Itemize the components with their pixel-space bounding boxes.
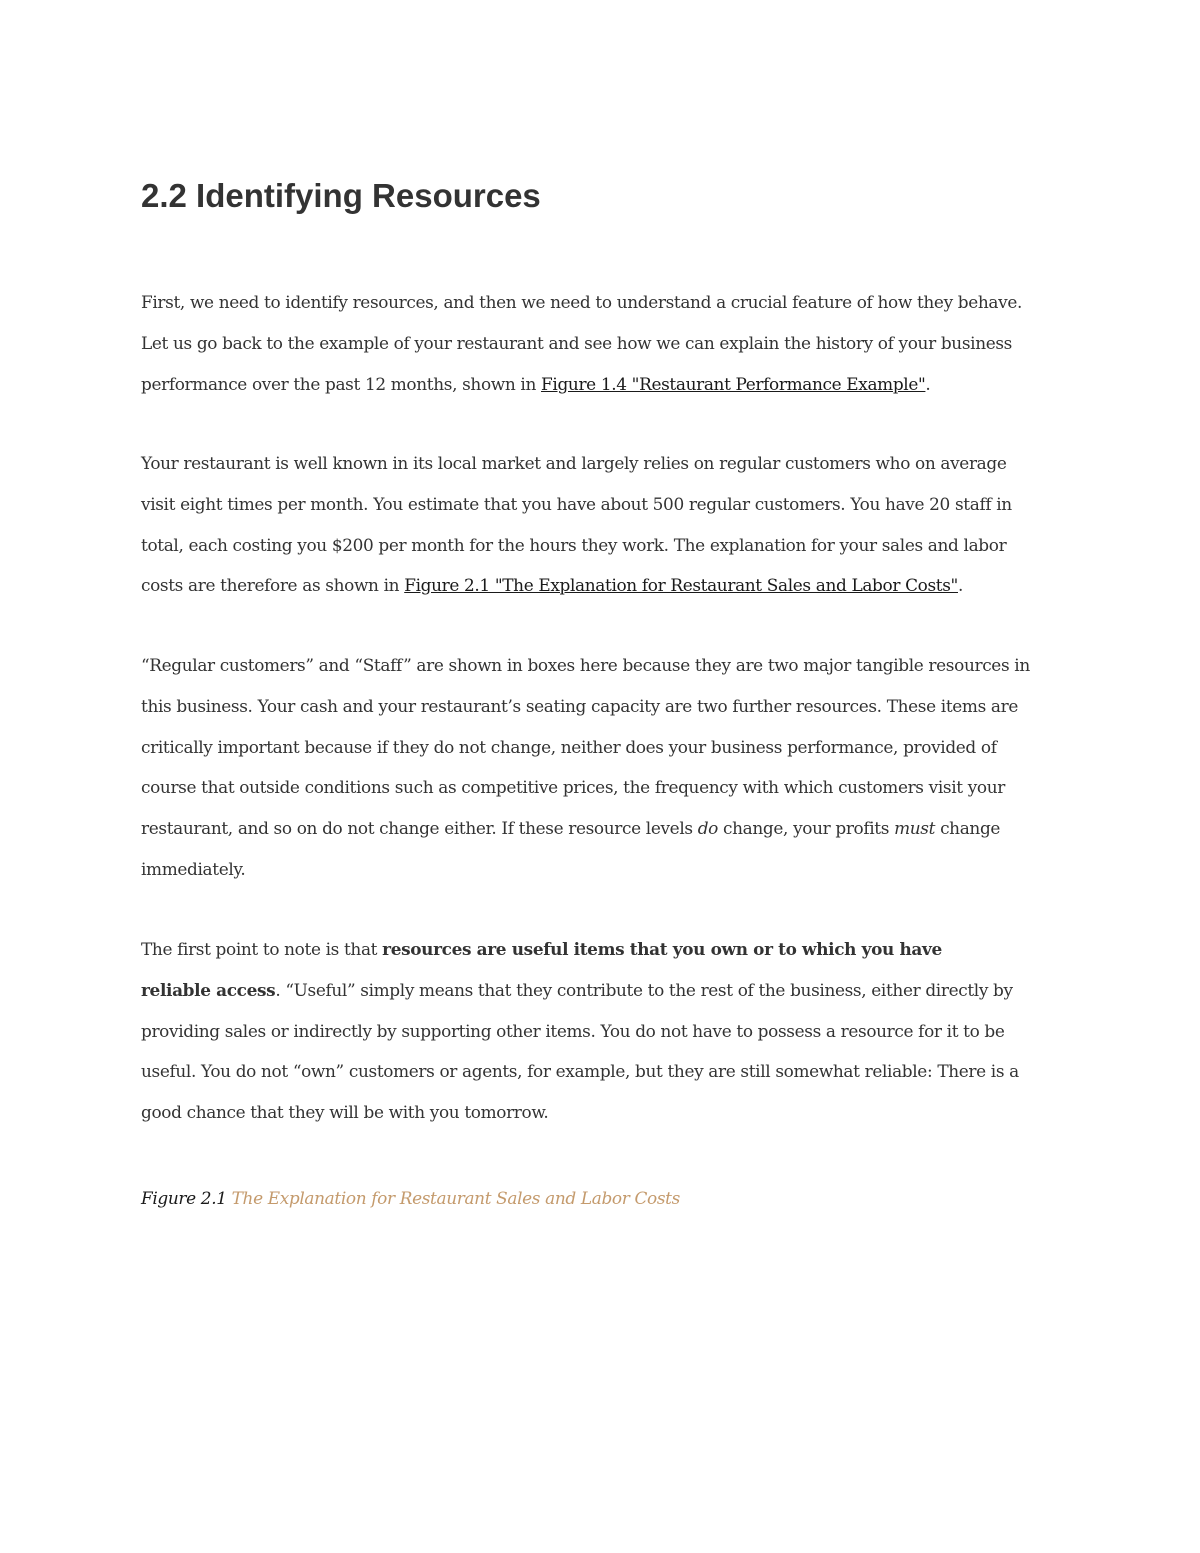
line-text: . <box>957 575 964 596</box>
figure-caption <box>141 1178 680 1218</box>
paragraph-line: this business. Your cash and your restaurant’s seating capacity are two further resources. These items are <box>141 695 1019 716</box>
figure-1-4-link[interactable]: Figure 1.4 "Restaurant Performance Example" <box>541 373 926 394</box>
paragraph-line: useful. You do not “own” customers or agents, for example, but they are still somewhat reliable: There is a <box>141 1061 1019 1082</box>
line-text: performance over the past 12 months, shown in <box>141 373 542 394</box>
paragraph-line: course that outside conditions such as competitive prices, the frequency with which customers visit your <box>141 777 1005 798</box>
line-text: change <box>935 818 1001 839</box>
paragraph-line: Let us go back to the example of your restaurant and see how we can explain the history of your business <box>141 332 1013 353</box>
figure-2-1-link[interactable]: Figure 2.1 "The Explanation for Restaurant Sales and Labor Costs" <box>404 575 958 596</box>
line-text: . <box>925 373 931 394</box>
section-title: 2.2 Identifying Resources <box>141 177 541 214</box>
paragraph-definition <box>141 929 1061 1133</box>
key-term: resources are useful items that you own or to which you have <box>382 939 942 959</box>
paragraph-line: visit eight times per month. You estimate that you have about 500 regular customers. You have 20 staff in <box>141 493 1012 514</box>
line-text: restaurant, and so on do not change either. If these resource levels <box>141 818 698 839</box>
paragraph-line <box>141 565 1061 606</box>
line-text: The first point to note is that <box>141 939 383 959</box>
paragraph-line <box>141 364 1061 405</box>
emphasis-must: must <box>894 818 936 839</box>
emphasis-do: do <box>697 818 719 839</box>
paragraph-line: “Regular customers” and “Staff” are shown in boxes here because they are two major tangible resources in <box>141 655 1030 675</box>
paragraph-line <box>141 970 1061 1011</box>
paragraph-resources <box>141 645 1061 890</box>
figure-title: The Explanation for Restaurant Sales and Labor Costs <box>231 1188 680 1208</box>
paragraph-intro <box>141 282 1061 404</box>
paragraph-restaurant <box>141 443 1061 606</box>
line-text: costs are therefore as shown in <box>141 575 405 596</box>
paragraph-line: First, we need to identify resources, and then we need to understand a crucial feature of how they behave. <box>141 292 1022 312</box>
paragraph-line <box>141 929 1061 970</box>
paragraph-line: Your restaurant is well known in its local market and largely relies on regular customers who on average <box>141 453 1007 473</box>
figure-label: Figure 2.1 <box>141 1188 232 1208</box>
paragraph-line: providing sales or indirectly by supporting other items. You do not have to possess a resource for it to be <box>141 1020 1005 1041</box>
line-text: change, your profits <box>718 818 895 839</box>
paragraph-line <box>141 808 1061 849</box>
paragraph-line: immediately. <box>141 858 246 879</box>
line-text: . “Useful” simply means that they contribute to the rest of the business, either directly by <box>275 979 1013 1000</box>
paragraph-line: critically important because if they do not change, neither does your business performance, provided of <box>141 736 997 757</box>
paragraph-line: total, each costing you $200 per month for the hours they work. The explanation for your sales and labor <box>141 534 1007 555</box>
key-term: reliable access <box>141 979 276 1000</box>
paragraph-line: good chance that they will be with you tomorrow. <box>141 1102 549 1123</box>
